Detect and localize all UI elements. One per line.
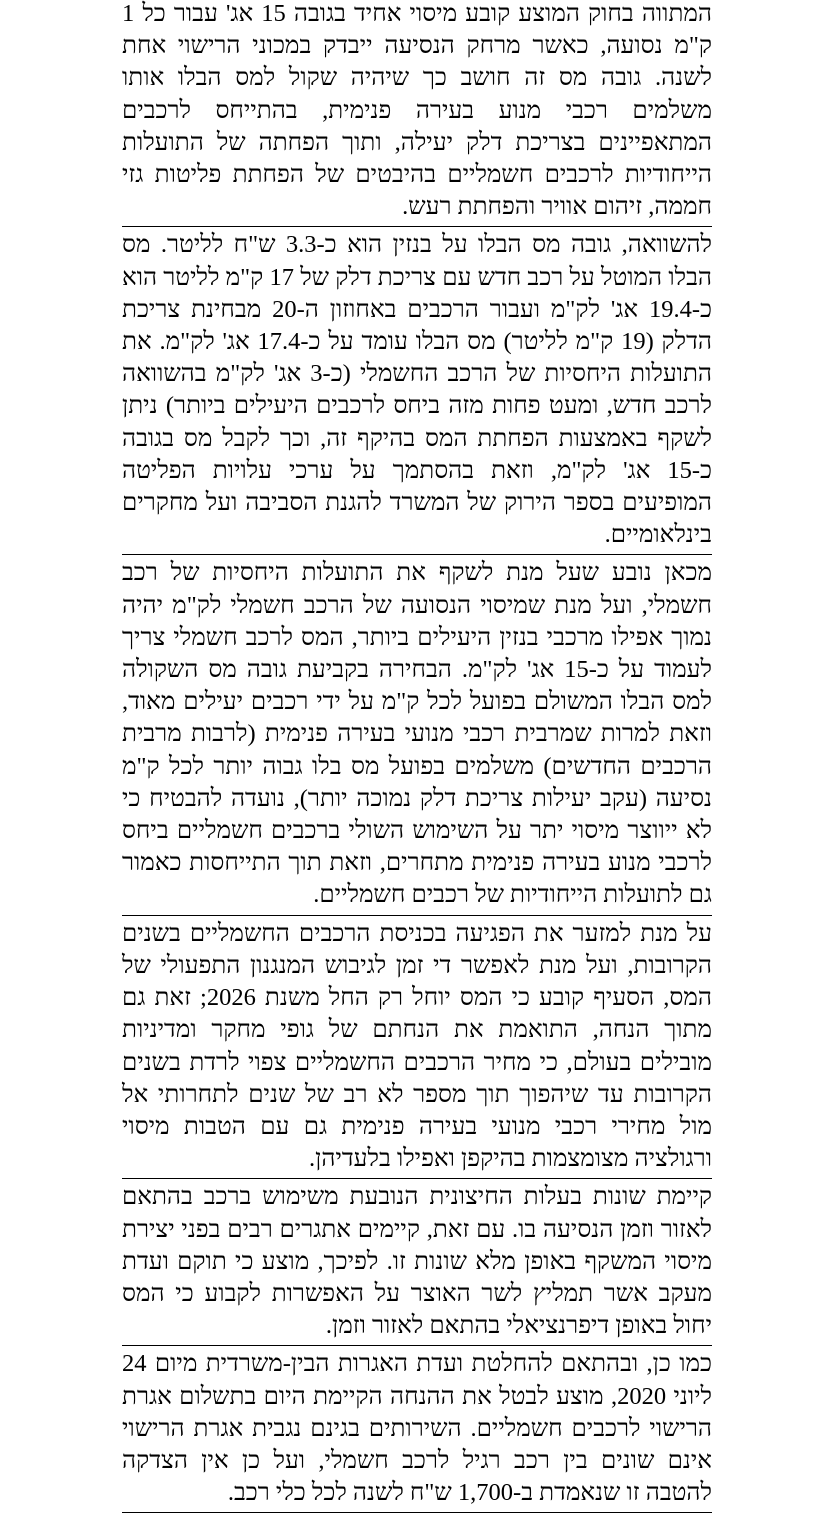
- paragraph-fuel-excise-comparison: להשוואה, גובה מס הבלו על בנזין הוא כ-3.3 ש"ח לליטר. מס הבלו המוטל על רכב חדש עם צריכת דלק של 17 ק"מ לליטר הוא כ-19.4 אג' לק"מ ועבור הרכבים באחוזון ה-20 מבחינת צריכת הדלק (19 ק"מ לליטר) מס הבלו עומד על כ-17.4 אג' לק"מ. את התועלות היחסיות של הרכב החשמלי (כ-3 אג' לק"מ בהשוואה לרכב חדש, ומעט פחות מזה ביחס לרכבים היעילים ביותר) ניתן לשקף באמצעות הפחתת המס בהיקף זה, וכך לקבל מס בגובה כ-15 אג' לק"מ, וזאת בהסתמך על ערכי עלויות הפליטה המופיעים בספר הירוק של המשרד להגנת הסביבה ועל מחקרים בינלאומיים.: [122, 228, 712, 555]
- paragraph-flat-rate-mileage-tax: המתווה בחוק המוצע קובע מיסוי אחיד בגובה 15 אג' עבור כל 1 ק"מ נסועה, כאשר מרחק הנסיעה ייבדק במכוני הרישוי אחת לשנה. גובה מס זה חושב כך שיהיה שקול למס הבלו אותו משלמים רכבי מנוע בעירה פנימית, בהתייחס לרכבים המתאפיינים בצריכת דלק יעילה, ותוך הפחתה של התועלות הייחודיות לרכבים חשמליים בהיבטים של הפחתת פליטות גזי חממה, זיהום אוויר והפחתת רעש.: [122, 0, 712, 227]
- paragraph-relative-benefits: מכאן נובע שעל מנת לשקף את התועלות היחסיות של רכב חשמלי, ועל מנת שמיסוי הנסועה של הרכב חשמלי לק"מ יהיה נמוך אפילו מרכבי בנזין היעילים ביותר, המס לרכב חשמלי צריך לעמוד על כ-15 אג' לק"מ. הבחירה בקביעת גובה מס השקולה למס הבלו המשולם בפועל לכל ק"מ על ידי רכבים יעילים מאוד, וזאת למרות שמרבית רכבי מנועי בעירה פנימית (לרבות מרבית הרכבים החדשים) משלמים בפועל מס בלו גבוה יותר לכל ק"מ נסיעה (עקב יעילות צריכת דלק נמוכה יותר), נועדה להבטיח כי לא ייווצר מיסוי יתר על השימוש השולי ברכבים חשמליים ביחס לרכבי מנוע בעירה פנימית מתחרים, וזאת תוך התייחסות כאמור גם לתועלות הייחודיות של רכבים חשמליים.: [122, 556, 712, 915]
- document-page: [122, 0, 712, 1513]
- paragraph-license-fee-discount: כמו כן, ובהתאם להחלטת ועדת האגרות הבין-משרדית מיום 24 ליוני 2020, מוצע לבטל את ההנחה הקיימת היום בתשלום אגרת הרישוי לרכבים חשמליים. השירותים בגינם נגבית אגרת הרישוי אינם שונים בין רכב רגיל לרכב חשמלי, ועל כן אין הצדקה להטבה זו שנאמדת ב-1,700 ש"ח לשנה לכל כלי רכב.: [122, 1347, 712, 1513]
- paragraph-2026-start-date: על מנת למזער את הפגיעה בכניסת הרכבים החשמליים בשנים הקרובות, ועל מנת לאפשר די זמן לגיבוש המנגנון התפעולי של המס, הסעיף קובע כי המס יוחל רק החל משנת 2026; זאת גם מתוך הנחה, התואמת את הנחתם של גופי מחקר ומדיניות מובילים בעולם, כי מחיר הרכבים החשמליים צפוי לרדת בשנים הקרובות עד שיהפוך תוך מספר לא רב של שנים לתחרותי אל מול מחירי רכבי מנועי בעירה פנימית גם עם הטבות מיסוי ורגולציה מצומצמות בהיקפן ואפילו בלעדיהן.: [122, 917, 712, 1180]
- paragraph-differential-tax-committee: קיימת שונות בעלות החיצונית הנובעת משימוש ברכב בהתאם לאזור וזמן הנסיעה בו. עם זאת, קיימים אתגרים רבים בפני יצירת מיסוי המשקף באופן מלא שונות זו. לפיכך, מוצע כי תוקם ועדת מעקב אשר תמליץ לשר האוצר על האפשרות לקבוע כי המס יחול באופן דיפרנציאלי בהתאם לאזור וזמן.: [122, 1180, 712, 1346]
